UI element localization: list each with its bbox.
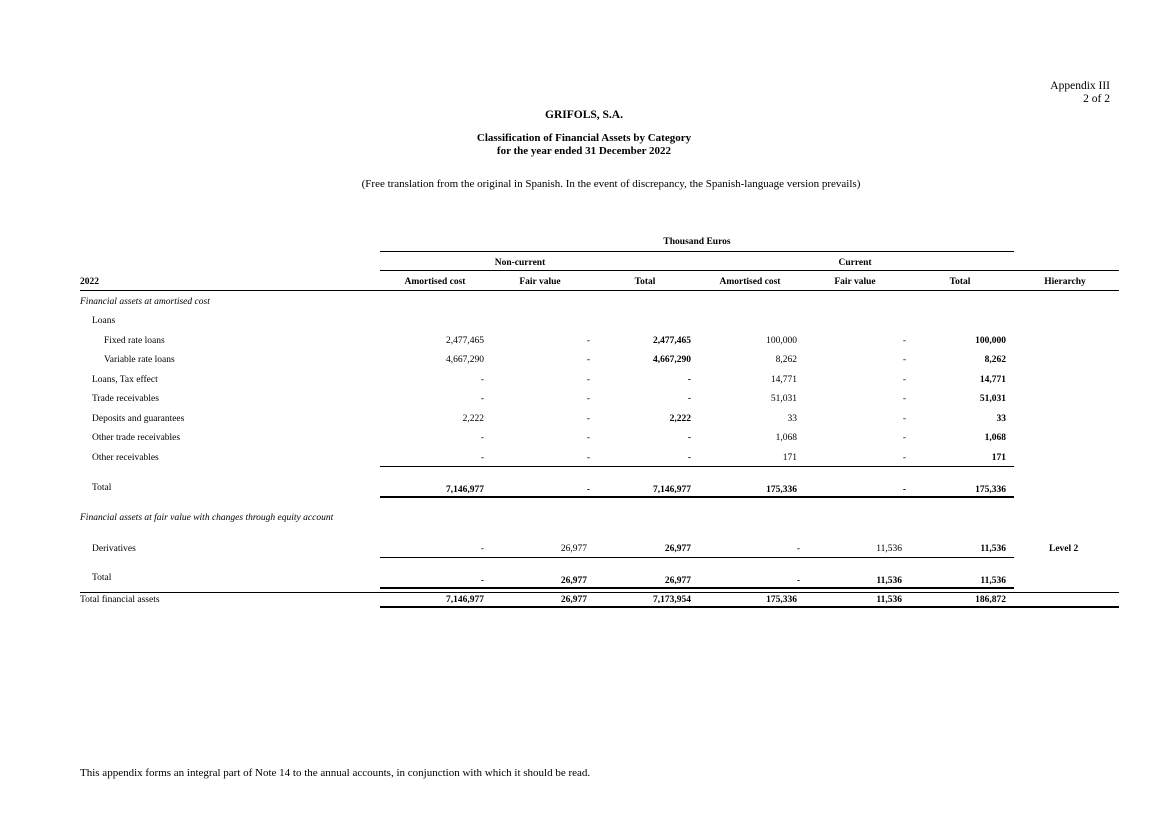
cell-value: 51,031 (979, 394, 1006, 404)
cell-value: 33 (996, 414, 1006, 424)
group-current: Current (838, 258, 872, 268)
cell-value: 2,222 (669, 414, 691, 424)
cell-value: - (586, 453, 590, 463)
grand-total-rule (380, 606, 1119, 608)
cell-value: 7,146,977 (446, 595, 484, 605)
grand-total-top-rule (80, 592, 1119, 593)
cell-value: 171 (782, 453, 797, 463)
row-label: Total (92, 483, 112, 493)
cell-value: 33 (787, 414, 797, 424)
row-label: Derivatives (92, 544, 136, 554)
cell-value: 186,872 (975, 595, 1006, 605)
cell-value: 8,262 (984, 355, 1006, 365)
cell-value: - (480, 394, 484, 404)
cell-value: 11,536 (980, 576, 1006, 586)
cell-value: - (902, 336, 906, 346)
cell-value: 26,977 (560, 595, 587, 605)
row-label: Total financial assets (80, 595, 160, 605)
rule (380, 270, 1119, 271)
cell-value: - (586, 336, 590, 346)
cell-value: - (586, 394, 590, 404)
col-header: Total (634, 277, 656, 287)
cell-value: 26,977 (560, 544, 587, 554)
cell-value: 171 (991, 453, 1006, 463)
cell-value: 8,262 (775, 355, 797, 365)
cell-value: - (480, 433, 484, 443)
cell-value: 26,977 (664, 576, 691, 586)
col-header: Total (949, 277, 971, 287)
cell-value: 175,336 (766, 595, 797, 605)
cell-value: 175,336 (975, 485, 1006, 495)
section-title: Financial assets at amortised cost (80, 297, 210, 307)
col-header: Fair value (834, 277, 876, 287)
row-label: Total (92, 573, 112, 583)
cell-value: - (480, 453, 484, 463)
cell-value: - (902, 453, 906, 463)
cell-value: - (687, 433, 691, 443)
rule (380, 251, 1014, 252)
cell-value: - (796, 544, 800, 554)
cell-value: - (902, 433, 906, 443)
subtotal-rule (380, 557, 1014, 558)
cell-value: 4,667,290 (653, 355, 691, 365)
cell-value: - (586, 433, 590, 443)
cell-value: - (687, 453, 691, 463)
appendix-label (1050, 80, 1110, 106)
appendix-title: Appendix III (1050, 80, 1110, 92)
cell-value: - (687, 375, 691, 385)
group-noncurrent: Non-current (494, 258, 546, 268)
section-title: Financial assets at fair value with changes through equity account (80, 513, 334, 523)
cell-value: 51,031 (770, 394, 797, 404)
cell-value: - (687, 394, 691, 404)
total-rule (380, 587, 1014, 589)
cell-value: - (586, 355, 590, 365)
cell-value: - (586, 375, 590, 385)
row-label: Variable rate loans (104, 355, 175, 365)
report-title-line1: Classification of Financial Assets by Category (476, 132, 692, 144)
translation-note: (Free translation from the original in Spanish. In the event of discrepancy, the Spanish-language version prevails) (361, 178, 861, 190)
row-label: Other receivables (92, 453, 159, 463)
cell-value: - (902, 485, 906, 495)
cell-value: 7,146,977 (653, 485, 691, 495)
cell-value: - (480, 375, 484, 385)
cell-value: 14,771 (979, 375, 1006, 385)
cell-value: 11,536 (876, 595, 902, 605)
cell-value: - (480, 544, 484, 554)
cell-value: - (586, 485, 590, 495)
subsection-label: Loans (92, 316, 116, 326)
row-label: Loans, Tax effect (92, 375, 158, 385)
hierarchy-level: Level 2 (1049, 544, 1079, 554)
cell-value: 11,536 (980, 544, 1006, 554)
cell-value: 26,977 (560, 576, 587, 586)
cell-value: 2,477,465 (653, 336, 691, 346)
cell-value: - (796, 576, 800, 586)
subtotal-rule (380, 466, 1014, 467)
cell-value: 100,000 (766, 336, 797, 346)
cell-value: - (902, 375, 906, 385)
col-header: Amortised cost (404, 277, 466, 287)
cell-value: - (902, 394, 906, 404)
row-label: Trade receivables (92, 394, 159, 404)
company-name: GRIFOLS, S.A. (545, 109, 623, 121)
cell-value: 175,336 (766, 485, 797, 495)
cell-value: - (480, 576, 484, 586)
appendix-page: 2 of 2 (1083, 93, 1110, 105)
col-header: Fair value (519, 277, 561, 287)
row-label: Deposits and guarantees (92, 414, 185, 424)
cell-value: - (902, 414, 906, 424)
cell-value: 1,068 (984, 433, 1006, 443)
cell-value: 2,477,465 (446, 336, 484, 346)
col-header: Hierarchy (1044, 277, 1086, 287)
rule (80, 290, 1119, 291)
col-header: Amortised cost (719, 277, 781, 287)
footer-note: This appendix forms an integral part of Note 14 to the annual accounts, in conjunction with which it should be read. (80, 767, 591, 779)
cell-value: 1,068 (775, 433, 797, 443)
cell-value: 100,000 (975, 336, 1006, 346)
total-rule (380, 496, 1014, 498)
cell-value: 4,667,290 (446, 355, 484, 365)
cell-value: 11,536 (876, 576, 902, 586)
cell-value: 11,536 (876, 544, 902, 554)
report-title-line2: for the year ended 31 December 2022 (496, 145, 672, 157)
cell-value: - (902, 355, 906, 365)
cell-value: 14,771 (770, 375, 797, 385)
row-label: Other trade receivables (92, 433, 181, 443)
year-label: 2022 (80, 277, 99, 287)
row-label: Fixed rate loans (104, 336, 165, 346)
cell-value: - (586, 414, 590, 424)
report-title (0, 132, 1168, 158)
cell-value: 26,977 (664, 544, 691, 554)
cell-value: 7,146,977 (446, 485, 484, 495)
cell-value: 7,173,954 (653, 595, 691, 605)
cell-value: 2,222 (462, 414, 484, 424)
currency-header: Thousand Euros (663, 237, 731, 247)
